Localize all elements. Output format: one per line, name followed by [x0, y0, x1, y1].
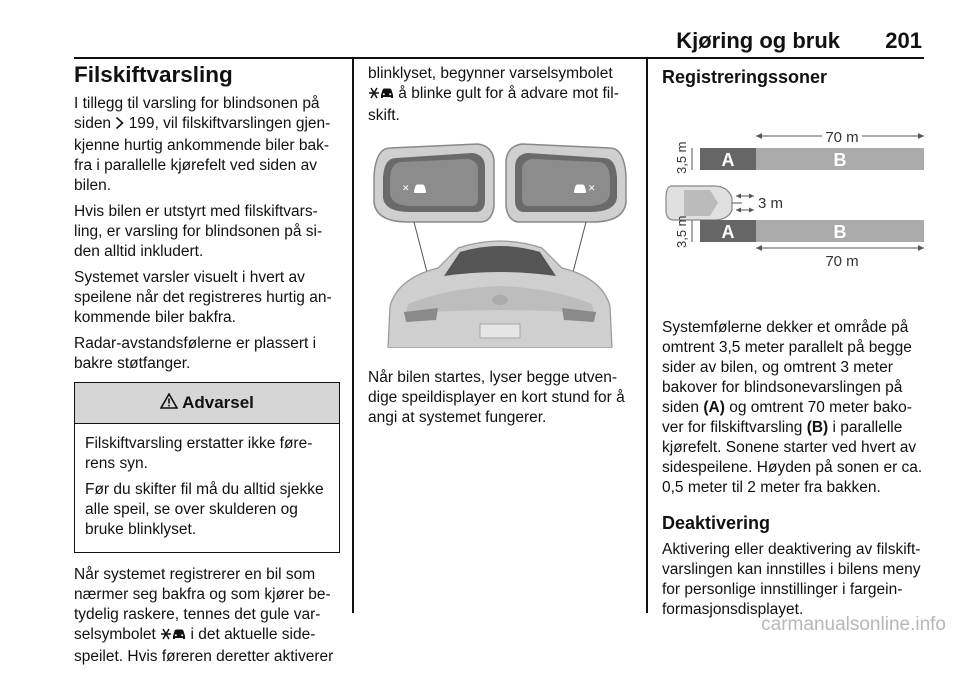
rear-distance-label: 3 m: [758, 195, 784, 212]
paragraph-continued: [368, 64, 632, 126]
paragraph-startup: Når bilen startes, lyser begge utvendige speildisplayer en kort stund for å angi at systemet fungerer.: [368, 369, 625, 426]
warning-text-2: Før du skifter fil må du alltid sjekke alle speil, se over skulderen og bruke blinklyset.: [85, 481, 324, 538]
zone-a-reference: (A): [703, 399, 725, 416]
zone-b-bottom-label: B: [833, 222, 847, 242]
text: i det aktuelle sidespeilet. Hvis føreren deretter aktiverer: [74, 626, 334, 665]
page-reference-link[interactable]: 199: [128, 115, 155, 132]
page-reference-arrow-icon: [115, 116, 124, 136]
zone-b-top-label: B: [833, 150, 847, 170]
column-divider-2: [646, 58, 648, 613]
mirror-illustration: [368, 136, 632, 354]
lane-change-warning-symbol-icon: [160, 627, 186, 647]
text: , vil filskiftvarslingen gjenkjenne hurtig ankommende biler bakfra i parallelle kjørefelt ved siden av bilen.: [74, 115, 331, 194]
svg-text:✕: ✕: [402, 184, 410, 194]
text: I tillegg til varsling for blindsonen på siden: [74, 95, 320, 132]
page-header: [0, 26, 960, 56]
text: å blinke gult for å advare mot filskift.: [368, 85, 619, 124]
section-title-deactivation: Deaktivering: [662, 513, 771, 533]
detection-zones-diagram: [662, 102, 926, 328]
top-height-label: 3,5 m: [674, 141, 689, 174]
zone-b-reference: (B): [806, 419, 829, 436]
paragraph-deactivation: Aktivering eller deaktivering av filskiftvarslingen kan innstilles i bilens meny for personlige innstillinger i fargeinformasjonsdisplayet.: [662, 541, 921, 618]
paragraph-4: Radar-avstandsfølerne er plassert i bakre støtfanger.: [74, 335, 317, 372]
text: Systemfølerne dekker et område på omtrent 3,5 meter parallelt på begge sider av bilen, og omtrent 3 meter bakover for blindsonevarslingen på siden: [662, 319, 912, 416]
warning-box: [74, 382, 340, 553]
section-title: Filskiftvarsling: [74, 62, 233, 87]
paragraph-3: Systemet varsler visuelt i hvert av speilene når det registreres hurtig ankommende biler bakfra.: [74, 269, 332, 326]
watermark: carmanualsonline.info: [761, 614, 946, 635]
zone-a-bottom-label: A: [721, 222, 735, 242]
column-right: [662, 58, 926, 626]
section-title-zones: Registreringssoner: [662, 67, 828, 87]
column-middle: [368, 58, 632, 434]
svg-text:✕: ✕: [588, 184, 596, 194]
paragraph-intro: [74, 94, 340, 196]
paragraph-zones: [662, 318, 926, 498]
paragraph-2: Hvis bilen er utstyrt med filskiftvarsling, er varsling for blindsonen på siden alltid inkludert.: [74, 203, 323, 260]
zone-a-top-label: A: [721, 150, 735, 170]
text: Når systemet registrerer en bil som nærmer seg bakfra og som kjører betydelig raskere, tennes det gule varselsymbolet: [74, 566, 331, 643]
warning-header: [75, 383, 339, 424]
text: blinklyset, begynner varselsymbolet: [368, 65, 613, 82]
warning-title: Advarsel: [182, 393, 254, 412]
car-rear-mirrors-image: [368, 136, 632, 348]
paragraph-5: [74, 565, 340, 667]
column-divider-1: [352, 58, 354, 613]
zones-diagram-svg: [662, 102, 926, 322]
lane-change-warning-symbol-icon: [368, 86, 394, 106]
warning-triangle-icon: [160, 393, 178, 414]
column-left: [74, 58, 340, 673]
bottom-height-label: 3,5 m: [674, 215, 689, 248]
text: og omtrent 70 meter bakover for filskiftvarsling: [662, 399, 912, 436]
top-distance-label: 70 m: [825, 129, 859, 146]
bottom-distance-label: 70 m: [825, 253, 859, 270]
warning-text-1: Filskiftvarsling erstatter ikke førerens syn.: [85, 435, 313, 472]
header-title: Kjøring og bruk: [676, 28, 840, 53]
page-number: 201: [885, 28, 922, 53]
text: i parallelle kjørefelt. Sonene starter ved hvert av sidespeilene. Høyden på sonen er ca. 0,5 meter til 2 meter fra bakken.: [662, 419, 923, 496]
